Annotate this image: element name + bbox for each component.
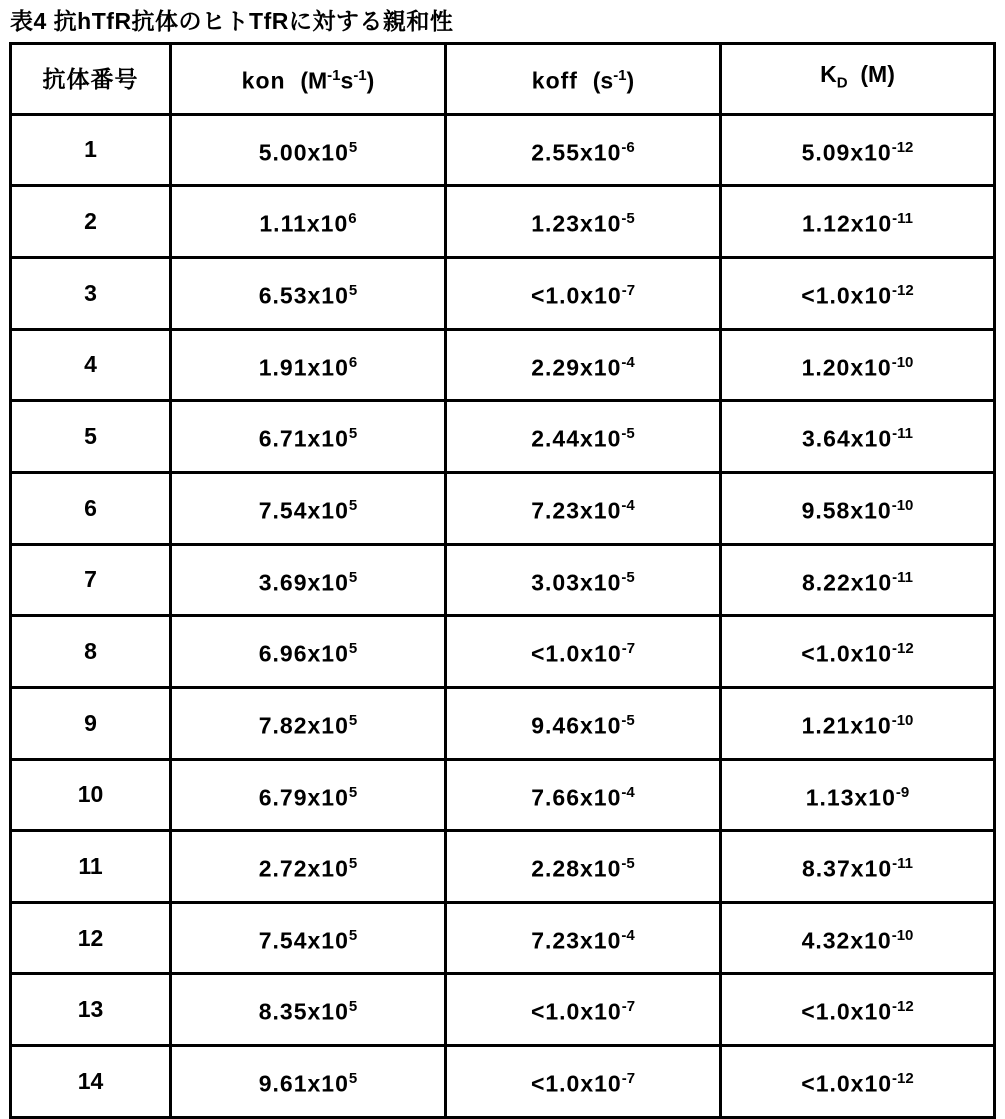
table-row	[11, 974, 995, 1046]
cell-koff-exponent: -7	[621, 998, 636, 1016]
cell-kon-mantissa: 7.54x10	[258, 497, 349, 524]
cell-koff	[446, 114, 721, 186]
header-unit-koff-sup1: -1	[613, 67, 627, 85]
table-row	[11, 186, 995, 258]
cell-kon-exponent: 5	[348, 640, 358, 658]
cell-kon-mantissa: 2.72x10	[258, 855, 349, 882]
cell-kd-mantissa: 8.37x10	[802, 855, 893, 882]
header-row	[11, 44, 995, 115]
cell-koff-mantissa: <1.0x10	[530, 282, 622, 309]
table-row	[11, 401, 995, 473]
cell-koff-mantissa: <1.0x10	[530, 640, 622, 667]
cell-kon	[171, 472, 446, 544]
cell-kd-mantissa: 1.13x10	[805, 784, 896, 811]
cell-kd	[721, 257, 995, 329]
cell-kd-exponent: -12	[892, 1070, 914, 1088]
table-body	[11, 114, 995, 1117]
cell-kd-exponent: -12	[891, 138, 914, 156]
header-label-kon: kon	[241, 68, 286, 95]
cell-kd-exponent: -10	[891, 496, 914, 514]
cell-kd-exponent: -12	[892, 281, 914, 299]
cell-antibody-number: 8	[11, 616, 171, 688]
cell-kd-mantissa: 1.12x10	[802, 210, 893, 237]
cell-kon	[171, 687, 446, 759]
cell-koff-mantissa: 2.55x10	[531, 139, 622, 166]
cell-kon-exponent: 5	[348, 855, 358, 873]
cell-koff-exponent: -5	[621, 425, 635, 443]
cell-kon-mantissa: 1.11x10	[259, 210, 349, 237]
cell-koff-exponent: -5	[621, 711, 635, 729]
cell-koff-exponent: -5	[621, 855, 635, 873]
cell-koff	[446, 687, 721, 759]
table-row	[11, 759, 995, 831]
cell-kon-exponent: 5	[348, 783, 358, 801]
cell-koff	[446, 902, 721, 974]
column-header-antibody-number	[11, 44, 171, 115]
header-unit-kon-sup2: -1	[353, 67, 367, 85]
cell-kon-exponent: 5	[348, 711, 358, 729]
cell-kon-mantissa: 9.61x10	[258, 1070, 349, 1097]
cell-koff-mantissa: <1.0x10	[530, 999, 622, 1026]
cell-kd-mantissa: 5.09x10	[801, 139, 892, 166]
cell-koff-mantissa: 3.03x10	[531, 569, 622, 596]
cell-antibody-number: 11	[11, 831, 171, 903]
cell-kd-mantissa: <1.0x10	[801, 282, 893, 309]
cell-kon	[171, 329, 446, 401]
cell-kon-exponent: 5	[348, 496, 358, 514]
header-unit-kd-pre: (M	[860, 61, 888, 87]
table-row	[11, 329, 995, 401]
cell-kd-mantissa: 1.20x10	[801, 354, 892, 381]
cell-koff	[446, 759, 721, 831]
cell-kon-mantissa: 3.69x10	[258, 569, 349, 596]
cell-kd-mantissa: <1.0x10	[801, 999, 893, 1026]
cell-kon	[171, 257, 446, 329]
cell-antibody-number: 9	[11, 687, 171, 759]
header-unit-kd-post: )	[887, 61, 895, 87]
cell-koff	[446, 472, 721, 544]
cell-kon-mantissa: 6.79x10	[258, 784, 349, 811]
header-label-kd: K	[820, 61, 837, 87]
cell-antibody-number: 12	[11, 902, 171, 974]
table-row	[11, 1046, 995, 1118]
cell-koff	[446, 616, 721, 688]
cell-kd-mantissa: 1.21x10	[801, 712, 892, 739]
cell-koff	[446, 974, 721, 1046]
cell-kon	[171, 831, 446, 903]
cell-kon-exponent: 6	[348, 353, 358, 371]
cell-kd-exponent: -10	[891, 711, 914, 729]
cell-kon-exponent: 5	[348, 138, 358, 156]
cell-koff-exponent: -4	[621, 783, 635, 801]
cell-kd-mantissa: <1.0x10	[801, 640, 893, 667]
header-unit-koff-post: )	[626, 68, 635, 95]
cell-kon	[171, 186, 446, 258]
cell-kd	[721, 329, 995, 401]
cell-koff	[446, 831, 721, 903]
cell-kon-exponent: 5	[348, 926, 358, 944]
header-label-antibody-number: 抗体番号	[42, 65, 139, 92]
table-row	[11, 902, 995, 974]
cell-kd-exponent: -11	[892, 855, 913, 873]
cell-kon-exponent: 5	[348, 425, 358, 443]
column-header-koff	[446, 44, 721, 115]
cell-kd	[721, 114, 995, 186]
cell-kon-exponent: 5	[348, 568, 358, 586]
cell-koff-exponent: -5	[621, 210, 635, 228]
cell-kon-exponent: 5	[348, 281, 358, 299]
cell-kon-exponent: 5	[348, 998, 358, 1016]
cell-kd	[721, 1046, 995, 1118]
cell-kon-mantissa: 5.00x10	[258, 139, 349, 166]
cell-kd-mantissa: <1.0x10	[801, 1070, 893, 1097]
table-row	[11, 472, 995, 544]
cell-kon	[171, 544, 446, 616]
table-row	[11, 544, 995, 616]
cell-kd-exponent: -9	[895, 783, 910, 801]
cell-antibody-number: 4	[11, 329, 171, 401]
cell-kd-exponent: -10	[891, 353, 914, 371]
cell-kon-mantissa: 6.96x10	[258, 640, 349, 667]
header-unit-kon-pre: (M	[300, 68, 328, 95]
cell-antibody-number: 1	[11, 114, 171, 186]
column-header-kd	[721, 44, 995, 115]
cell-kon-mantissa: 8.35x10	[258, 999, 349, 1026]
affinity-table	[9, 42, 996, 1119]
cell-kd-exponent: -12	[892, 998, 914, 1016]
cell-kon-exponent: 6	[348, 210, 357, 228]
cell-koff-exponent: -4	[621, 353, 635, 371]
column-header-kon	[171, 44, 446, 115]
table-row	[11, 687, 995, 759]
cell-koff	[446, 186, 721, 258]
cell-kd-mantissa: 3.64x10	[802, 425, 893, 452]
cell-kon-mantissa: 6.71x10	[258, 425, 349, 452]
cell-kd-exponent: -12	[892, 640, 914, 658]
cell-koff-mantissa: <1.0x10	[530, 1070, 622, 1097]
cell-kd	[721, 472, 995, 544]
cell-kd	[721, 902, 995, 974]
cell-koff	[446, 1046, 721, 1118]
cell-koff	[446, 401, 721, 473]
cell-koff-mantissa: 9.46x10	[531, 712, 622, 739]
cell-kd-exponent: -10	[891, 926, 914, 944]
cell-kon	[171, 902, 446, 974]
cell-koff-exponent: -4	[621, 926, 635, 944]
header-label-kd-sub: D	[836, 74, 848, 92]
cell-koff-exponent: -5	[621, 568, 635, 586]
cell-koff-mantissa: 7.23x10	[531, 927, 622, 954]
cell-kon	[171, 974, 446, 1046]
cell-koff	[446, 257, 721, 329]
table-row	[11, 257, 995, 329]
cell-antibody-number: 10	[11, 759, 171, 831]
cell-kon	[171, 1046, 446, 1118]
cell-koff-mantissa: 1.23x10	[531, 210, 622, 237]
cell-koff-mantissa: 2.28x10	[531, 855, 622, 882]
cell-koff-exponent: -7	[621, 1070, 636, 1088]
cell-koff	[446, 329, 721, 401]
cell-koff-mantissa: 7.23x10	[531, 497, 622, 524]
cell-antibody-number: 7	[11, 544, 171, 616]
cell-kd-mantissa: 4.32x10	[801, 927, 892, 954]
cell-kd-exponent: -11	[892, 210, 913, 228]
table-caption: 表4 抗hTfR抗体のヒトTfRに対する親和性	[10, 8, 454, 34]
cell-kd-mantissa: 9.58x10	[801, 497, 892, 524]
cell-kon-mantissa: 6.53x10	[258, 282, 349, 309]
cell-koff-mantissa: 2.44x10	[531, 425, 622, 452]
cell-kon-mantissa: 7.54x10	[258, 927, 349, 954]
cell-antibody-number: 3	[11, 257, 171, 329]
table-row	[11, 114, 995, 186]
cell-kon	[171, 616, 446, 688]
cell-koff-exponent: -7	[621, 640, 636, 658]
header-unit-kon-sup1: -1	[327, 67, 341, 85]
table-header	[11, 44, 995, 115]
cell-kon-mantissa: 1.91x10	[258, 354, 349, 381]
cell-koff-exponent: -4	[621, 496, 635, 514]
cell-antibody-number: 6	[11, 472, 171, 544]
header-label-koff: koff	[531, 68, 578, 95]
cell-kon	[171, 401, 446, 473]
cell-koff-exponent: -6	[621, 138, 635, 156]
cell-kd-exponent: -11	[892, 425, 913, 443]
cell-antibody-number: 14	[11, 1046, 171, 1118]
cell-kd	[721, 186, 995, 258]
cell-kd	[721, 974, 995, 1046]
cell-kd	[721, 831, 995, 903]
cell-antibody-number: 5	[11, 401, 171, 473]
cell-kd	[721, 616, 995, 688]
cell-antibody-number: 2	[11, 186, 171, 258]
cell-kon-exponent: 5	[348, 1070, 358, 1088]
table-row	[11, 831, 995, 903]
cell-koff-mantissa: 2.29x10	[531, 354, 622, 381]
header-unit-kon-mid: s	[340, 68, 354, 95]
cell-kon	[171, 114, 446, 186]
cell-kon	[171, 759, 446, 831]
cell-koff	[446, 544, 721, 616]
header-unit-koff-pre: (s	[592, 68, 614, 95]
cell-kd	[721, 544, 995, 616]
cell-kd	[721, 401, 995, 473]
cell-kd-mantissa: 8.22x10	[802, 569, 893, 596]
cell-kd	[721, 759, 995, 831]
cell-koff-exponent: -7	[621, 281, 636, 299]
table-row	[11, 616, 995, 688]
header-unit-kon-post: )	[366, 68, 375, 95]
cell-kd	[721, 687, 995, 759]
cell-antibody-number: 13	[11, 974, 171, 1046]
cell-koff-mantissa: 7.66x10	[531, 784, 622, 811]
cell-kd-exponent: -11	[892, 568, 913, 586]
cell-kon-mantissa: 7.82x10	[258, 712, 349, 739]
